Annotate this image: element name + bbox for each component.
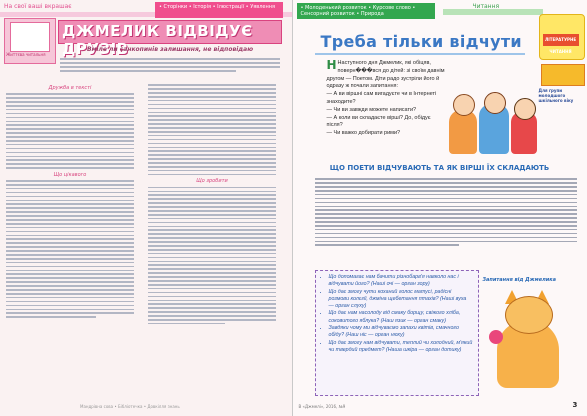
badge-caption: Для групи молодшого шкільного віку	[538, 88, 574, 103]
questions-label: Запитання від Джмелика	[482, 277, 557, 283]
section-heading: ЩО ПОЕТИ ВІДЧУВАЮТЬ ТА ЯК ВІРШІ ЇХ СКЛАДАЮТЬ	[329, 164, 550, 172]
right-body-text	[315, 176, 577, 264]
poem-line: Наступного дня Джмелик, які обіцяв, поверн���вся до дітей: зі своїм давнім другом — Поетом. Діти радо зустріли його й одразу ж почали запитання:	[326, 60, 445, 90]
left-footer: Мандрівна сова • Бібліотечка • Довкілля знань	[80, 404, 180, 409]
left-header-text: На свої ваші вкрашає	[4, 3, 72, 10]
poem-line: — А коли ви складаєте вірші? До, обідує після?	[326, 114, 431, 129]
poem-line: — Чи важко добирати рими?	[326, 130, 401, 137]
left-page-subtitle: Вміле ли санкопинів залишання, не відповідаю	[86, 46, 254, 53]
child-head	[514, 98, 536, 120]
left-page-title: ДЖМЕЛИК ВІДВІДУЄ ДРУЗІВ	[62, 22, 253, 58]
left-intro-paragraph	[60, 56, 280, 78]
cat-head	[505, 296, 553, 334]
badge-illustration	[541, 64, 585, 86]
questions-box	[315, 270, 479, 396]
question-item: • Що дає змогу чути коханий голос матусі, радісні розмови колєгії, джміна щебетання птахів? (Наші вуха — орган слуху)	[329, 289, 473, 310]
child-head	[484, 92, 506, 114]
left-column-1	[6, 82, 134, 320]
question-item: • Що дає нам насолоду від смаку борщу, свіжого хліба, соковитого яблука? (Наш язик — орган смаку)	[329, 310, 473, 324]
left-page	[0, 0, 292, 416]
right-page-title: Треба тільки відчути	[320, 32, 522, 51]
left-logo-image	[10, 22, 50, 52]
drop-cap: Н	[326, 58, 337, 72]
reading-badge-label: ЛІТЕРАТУРНЕ ЧИТАННЯ	[543, 34, 579, 46]
child-figure	[449, 110, 477, 154]
right-page	[292, 0, 587, 416]
cat-illustration	[489, 290, 569, 396]
flower-icon	[489, 330, 503, 344]
poem-line: — А ви віршні сам вигадуєте чи в Інтернеті знаходите?	[326, 91, 437, 105]
section-heading: Дружба в тексті	[48, 85, 92, 91]
right-header-text: Читання	[472, 3, 500, 10]
question-item: • Що допомагає нам бачити різнобарв'я навколо нас і відчувати його? (Наші очі — орган зору)	[329, 274, 473, 288]
title-underline	[315, 53, 525, 55]
section-heading: Що цікавого	[53, 171, 87, 178]
question-item: • Що дає змогу нам відчувати, теплий чи холодний, м'який чи твердий предмет? (Наша шкіра — орган дотику)	[329, 340, 473, 354]
right-header-bar: • Молоденький розвиток • Курсове слово • Сенсорний розвиток • Природа	[297, 3, 435, 19]
poem-text	[327, 60, 445, 138]
page-number: 3	[572, 401, 578, 409]
poem-line: — Чи ви завжди можете написати?	[326, 106, 417, 113]
right-footer: В «Джмелі», 2016, №9	[298, 404, 346, 409]
left-header-bar: • Сторінки • Історія • Ілюстрації • Уявлення	[155, 2, 283, 18]
question-item: • Завдяки чому ми відчуваємо запахи квітів, смачного обіду? (Наш ніс — орган нюху)	[329, 325, 473, 339]
left-column-2	[148, 82, 276, 327]
left-logo-caption: Життєва читальня	[6, 52, 46, 57]
section-heading: Що зробити	[196, 178, 228, 185]
child-head	[453, 94, 475, 116]
children-illustration	[449, 92, 537, 154]
